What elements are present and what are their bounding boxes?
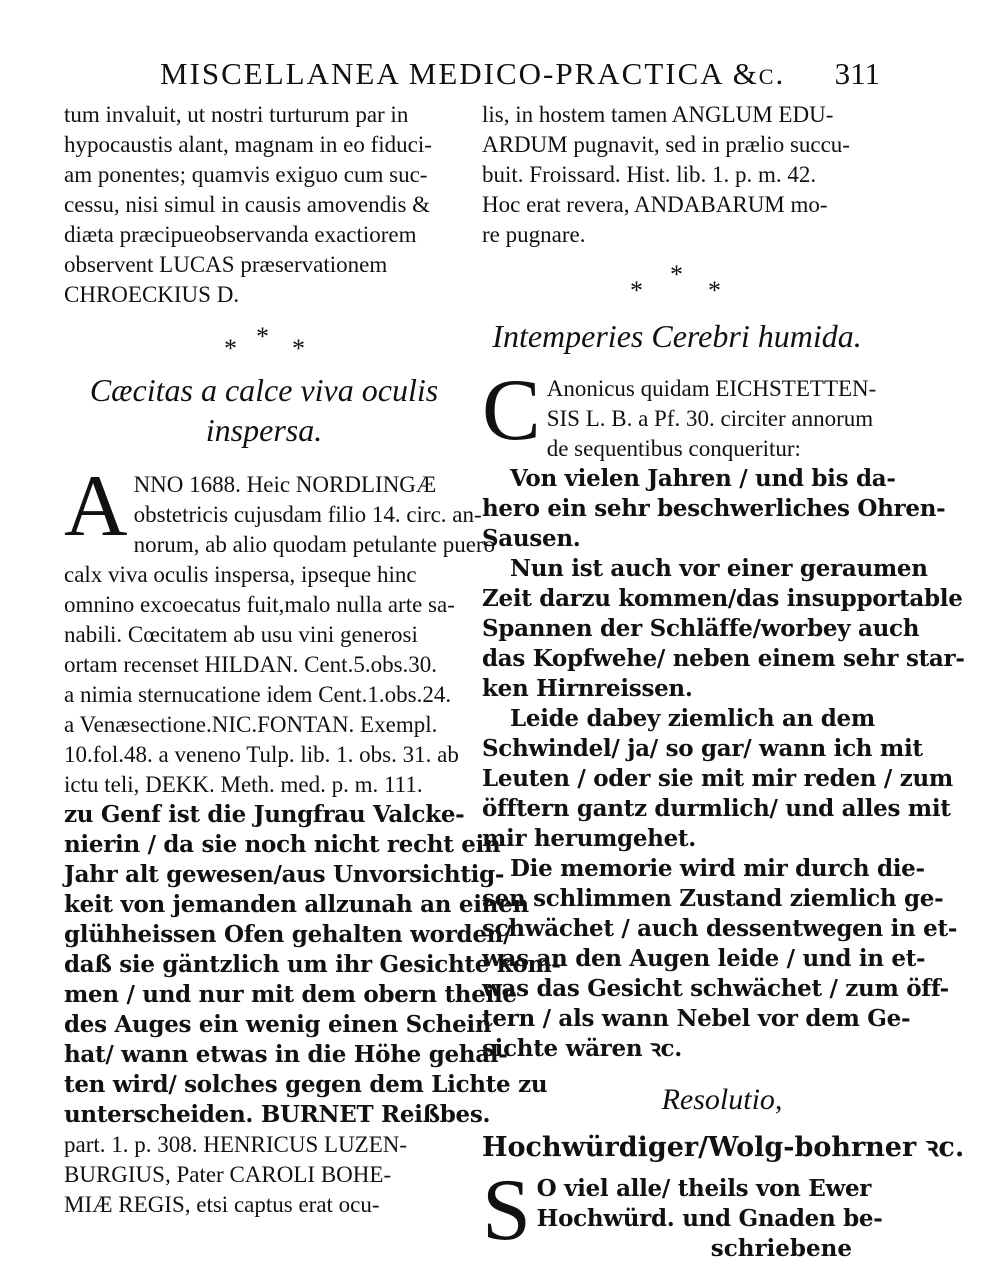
text-line: observent LUCAS præservationem (64, 252, 388, 277)
text-line: Schwindel/ ja/ so gar/ wann ich mit (482, 735, 923, 762)
salutation: Hochwürdiger/Wolg-bohrner ꝛc. (482, 1132, 965, 1163)
text-line: ARDUM pugnavit, sed in prælio succu- (482, 132, 850, 157)
text-line: unterscheiden. BURNET Reißbes. (64, 1101, 491, 1128)
complaint-paragraph (482, 464, 946, 554)
heading-line: inspersa. (205, 412, 323, 448)
text-line: mir herumgehet. (482, 825, 696, 852)
text-line: hypocaustis alant, magnam in eo fiduci- (64, 132, 432, 157)
text-line: cessu, nisi simul in causis amovendis & (64, 192, 431, 217)
text-line: hat/ wann etwas in die Höhe gehal- (64, 1041, 508, 1068)
text-line: lis, in hostem tamen ANGLUM EDU- (482, 102, 834, 127)
text-line: calx viva oculis inspersa, ipseque hinc (64, 562, 417, 587)
text-line: ortam recenset HILDAN. Cent.5.obs.30. (64, 652, 438, 677)
text-line: diæta præcipueobservanda exactiorem (64, 222, 417, 247)
text-line: Leuten / oder sie mit mir reden / zum (482, 765, 953, 792)
text-line: Anonicus quidam EICHSTETTEN- (546, 376, 877, 401)
text-line: men / und nur mit dem obern theile (64, 981, 517, 1008)
text-line: 10.fol.48. a veneno Tulp. lib. 1. obs. 31. ab (64, 742, 459, 767)
text-line: Nun ist auch vor einer geraumen (510, 555, 928, 582)
text-line: BURGIUS, Pater CAROLI BOHE- (64, 1162, 392, 1187)
text-line: ken Hirnreissen. (482, 675, 693, 702)
text-line: buit. Froissard. Hist. lib. 1. p. m. 42. (482, 162, 817, 187)
running-title: MISCELLANEA MEDICO-PRACTICA &c. (160, 56, 786, 91)
text-line: nabili. Cœcitatem ab usu vini generosi (64, 622, 418, 647)
text-line: ten wird/ solches gegen dem Lichte zu (64, 1071, 548, 1098)
text-line: Sausen. (482, 525, 581, 552)
text-line: Hoc erat revera, ANDABARUM mo- (482, 192, 828, 217)
text-line: NNO 1688. Heic NORDLINGÆ (133, 472, 437, 497)
right-column (482, 100, 965, 1264)
text-line: a nimia sternucatione idem Cent.1.obs.24. (64, 682, 452, 707)
text-line: was das Gesicht schwächet / zum öff- (482, 975, 949, 1002)
text-line: schwächet / auch dessentwegen in et- (482, 915, 958, 942)
section-ornament: * * * (224, 322, 305, 363)
text-line: daß sie gäntzlich um ihr Gesichte kom- (64, 951, 561, 978)
resolutio-heading: Resolutio, (661, 1083, 783, 1116)
catchword: schriebene (710, 1235, 852, 1262)
complaint-paragraph (482, 554, 965, 704)
complaint-paragraph (482, 704, 953, 854)
text-line: tern / als wann Nebel vor dem Ge- (482, 1005, 911, 1032)
text-line: re pugnare. (482, 222, 586, 247)
text-line: Die memorie wird mir durch die- (510, 855, 925, 882)
text-line: O viel alle/ theils von Ewer (536, 1175, 872, 1202)
section-ornament: * * * (630, 260, 721, 305)
text-line: Leide dabey ziemlich an dem (510, 705, 875, 732)
text-line: sen schlimmen Zustand ziemlich ge- (482, 885, 944, 912)
text-line: des Auges ein wenig einen Schein (64, 1011, 492, 1038)
text-line: ictu teli, DEKK. Meth. med. p. m. 111. (64, 772, 423, 797)
text-line: norum, ab alio quodam petulante puero (133, 532, 496, 557)
drop-cap: C (482, 362, 541, 459)
text-line: Hochwürd. und Gnaden be- (536, 1205, 883, 1232)
closing-lines (64, 1130, 464, 1220)
heading-line: Cæcitas a calce viva oculis (89, 372, 439, 408)
text-line: tum invaluit, ut nostri turturum par in (64, 102, 409, 127)
page-number: 311 (834, 56, 880, 91)
text-line: hero ein sehr beschwerliches Ohren- (482, 495, 946, 522)
drop-cap: S (482, 1162, 531, 1259)
text-line: was an den Augen leide / und in et- (482, 945, 926, 972)
text-line: das Kopfwehe/ neben einem sehr star- (482, 645, 965, 672)
continued-paragraph (482, 100, 872, 250)
text-line: SIS L. B. a Pf. 30. circiter annorum (546, 406, 874, 431)
text-line: glühheissen Ofen gehalten worden/ (64, 921, 512, 948)
text-line: zu Genf ist die Jungfrau Valcke- (64, 801, 465, 828)
text-line: Spannen der Schläffe/worbey auch (482, 615, 920, 642)
text-line: de sequentibus conqueritur: (546, 436, 801, 461)
text-line: öfftern gantz durmlich/ und alles mit (482, 795, 951, 822)
text-line: Von vielen Jahren / und bis da- (510, 465, 896, 492)
text-line: part. 1. p. 308. HENRICUS LUZEN- (64, 1132, 408, 1157)
drop-cap: A (64, 458, 128, 555)
german-passage (64, 800, 561, 1130)
text-line: am ponentes; quamvis exiguo cum suc- (64, 162, 428, 187)
continued-paragraph (64, 100, 464, 310)
section-heading: Intemperies Cerebri humida. (492, 318, 862, 354)
text-line: Zeit darzu kommen/das insupportable (482, 585, 963, 612)
text-line: CHROECKIUS D. (64, 282, 240, 307)
text-line: obstetricis cujusdam filio 14. circ. an- (133, 502, 482, 527)
section-heading (64, 366, 464, 450)
text-line: keit von jemanden allzunah an einen (64, 891, 529, 918)
running-head (160, 56, 880, 96)
text-line: Jahr alt gewesen/aus Unvorsichtig- (64, 861, 505, 888)
text-line: sichte wären ꝛc. (482, 1035, 682, 1062)
case-body (64, 530, 496, 800)
text-line: omnino excoecatus fuit,malo nulla arte sa- (64, 592, 455, 617)
text-line: MIÆ REGIS, etsi captus erat ocu- (64, 1192, 380, 1217)
text-line: a Venæsectione.NIC.FONTAN. Exempl. (64, 712, 438, 737)
text-line: nierin / da sie noch nicht recht ein (64, 831, 501, 858)
complaint-paragraph (482, 854, 958, 1064)
